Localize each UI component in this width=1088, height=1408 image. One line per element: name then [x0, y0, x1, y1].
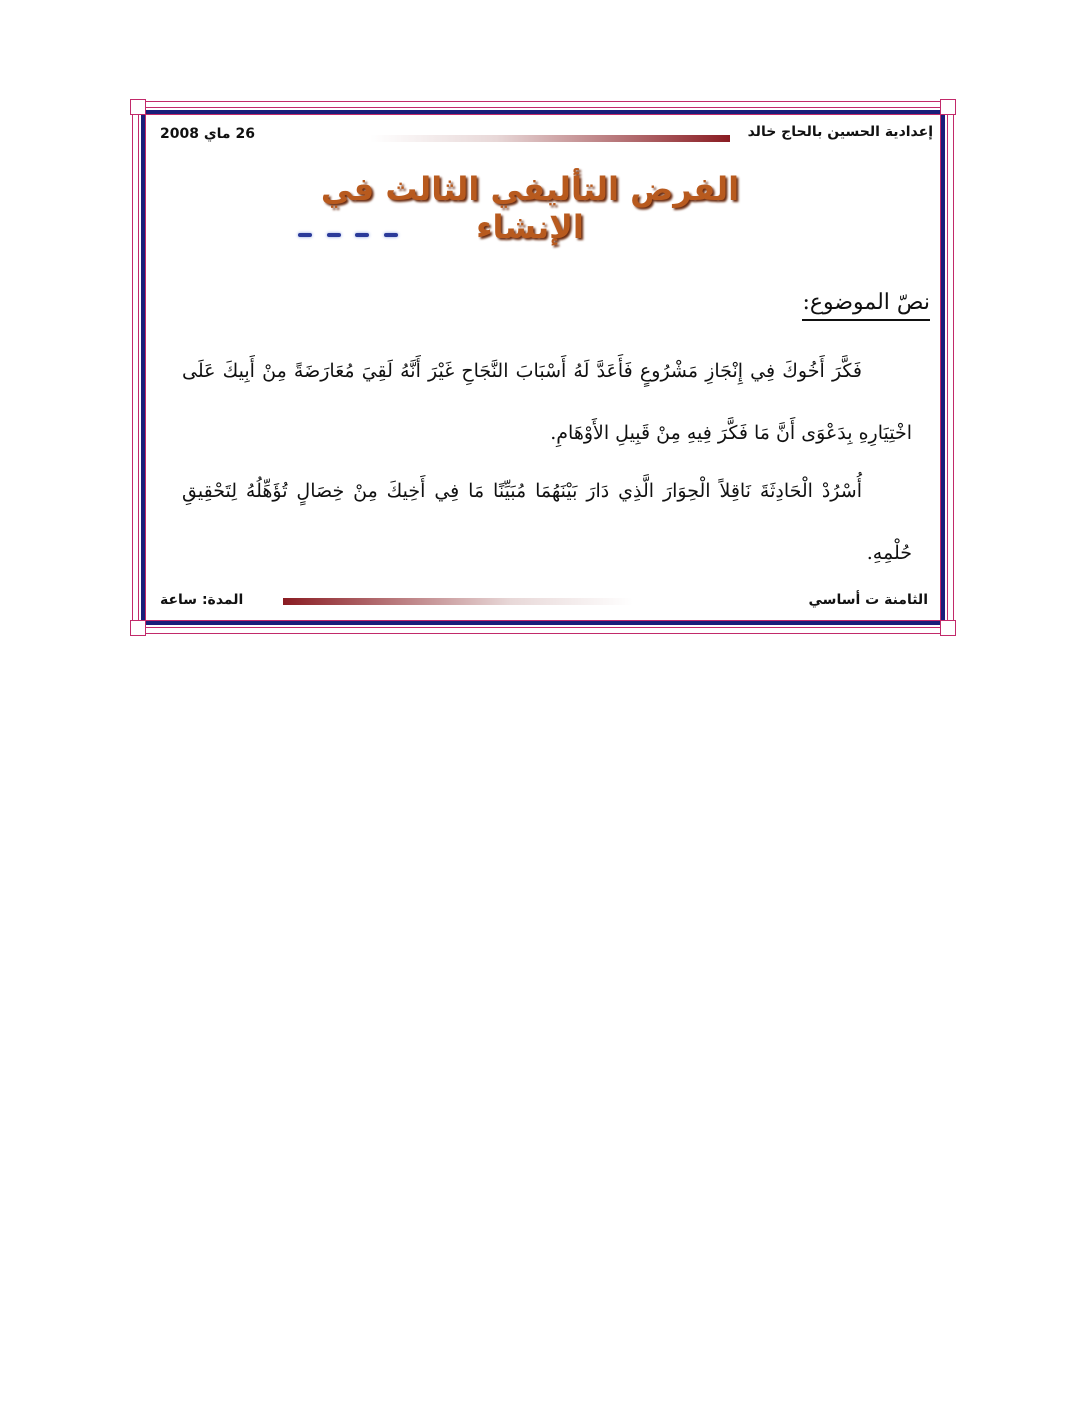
header-gradient-line	[370, 135, 730, 142]
frame-corner-ornament	[130, 620, 146, 636]
dash	[327, 233, 341, 237]
exam-duration: المدة: ساعة	[160, 592, 244, 608]
class-level: الثامنة ت أساسي	[808, 592, 928, 608]
frame-corner-ornament	[940, 620, 956, 636]
dash	[355, 233, 369, 237]
footer-gradient-line	[283, 598, 633, 605]
dash	[298, 233, 312, 237]
dash	[384, 233, 398, 237]
subject-paragraph-1: فَكَّرَ أَخُوكَ فِي إِنْجَازِ مَشْرُوعٍ فَأَعَدَّ لَهُ أَسْبَابَ النَّجَاحِ غَيْرَ أَنَّهُ لَقِيَ مُعَارَضَةً مِنْ أَبِيكَ عَلَى اخْتِيَارِهِ بِدَعْوَى أَنَّ مَا فَكَّرَ فِيهِ مِنْ قَبِيلِ الأَوْهَامِ.	[182, 360, 912, 444]
school-name: إعدادية الحسين بالحاج خالد	[747, 124, 933, 140]
frame-corner-ornament	[130, 99, 146, 115]
subject-heading	[730, 290, 930, 315]
subject-paragraph-2: أُسْرُدْ الْحَادِثَةَ نَاقِلاً الْحِوَارَ الَّذِي دَارَ بَيْنَهُمَا مُبَيِّنًا مَا فِي أَخِيكَ مِنْ خِصَالٍ تُؤَهِّلُهُ لِتَحْقِيقِ حُلْمِهِ.	[182, 480, 912, 564]
exam-date: 26 ماي 2008	[160, 126, 255, 142]
decorative-dashes	[298, 233, 398, 239]
exam-title: الفرض التأليفي الثالث في الإنشاء	[320, 170, 740, 246]
subject-label: نصّ الموضوع:	[802, 290, 930, 321]
frame-corner-ornament	[940, 99, 956, 115]
